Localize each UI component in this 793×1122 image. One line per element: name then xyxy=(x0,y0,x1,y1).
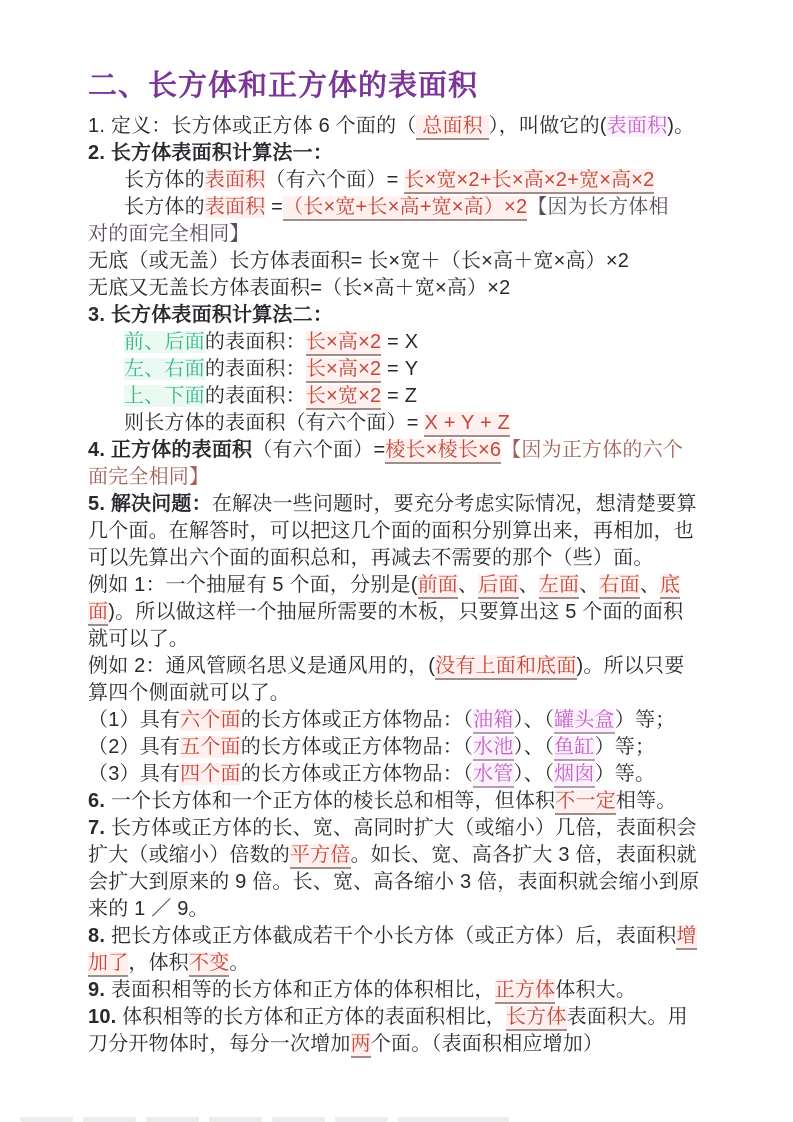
text-line xyxy=(88,734,733,761)
text-segment: 则长方体的表面积（有六个面）= xyxy=(124,412,425,434)
text-segment: 可以先算出六个面的面积总和，再减去不需要的那个（些）面。 xyxy=(88,547,654,569)
text-line xyxy=(88,437,733,464)
text-line xyxy=(88,842,733,869)
page-title: 二、长方体和正方体的表面积 xyxy=(88,70,479,102)
text-segment: 长方体 xyxy=(506,1006,567,1031)
text-segment: 相等。 xyxy=(615,790,677,812)
text-segment: 【因为正方体的六个 xyxy=(501,439,684,461)
text-segment: 长×宽×2 xyxy=(306,385,381,410)
text-segment: 5. 解决问题： xyxy=(88,493,212,515)
text-segment: )。所以做这样一个抽屉所需要的木板，只要算出这 5 个面的面积 xyxy=(108,601,684,623)
text-line xyxy=(88,140,733,167)
text-segment: ）、（ xyxy=(513,736,555,758)
text-line xyxy=(88,626,733,653)
text-segment: （有六个面）= xyxy=(265,169,405,191)
text-segment: 长方体的 xyxy=(124,196,205,218)
text-line xyxy=(88,923,733,950)
text-segment: 的表面积： xyxy=(204,331,306,353)
text-segment: 、 xyxy=(457,574,479,596)
text-segment: 、 xyxy=(639,574,661,596)
text-segment: 体积相等的长方体和正方体的表面积相比， xyxy=(122,1006,506,1028)
text-segment: 六个面 xyxy=(180,709,241,731)
text-line xyxy=(88,950,733,977)
text-segment: 前面 xyxy=(418,574,458,599)
text-line xyxy=(88,815,733,842)
text-line xyxy=(88,545,733,572)
text-segment: )。 xyxy=(667,115,695,137)
text-segment: 。如长、宽、高各扩大 3 倍，表面积就 xyxy=(350,844,697,866)
text-segment: 无底又无盖长方体表面积=（长×高＋宽×高）×2 xyxy=(88,277,511,299)
text-segment: 的长方体或正方体物品：（ xyxy=(240,736,474,758)
text-line xyxy=(88,383,733,410)
text-segment: 的表面积： xyxy=(204,385,306,407)
text-segment: 。 xyxy=(229,952,250,974)
text-segment: 长×高×2 xyxy=(306,358,381,383)
text-segment: 无底（或无盖）长方体表面积= 长×宽＋（长×高＋宽×高）×2 xyxy=(88,250,630,272)
text-line xyxy=(88,977,733,1004)
text-segment: 棱长×棱长×6 xyxy=(385,439,501,464)
text-segment: )。所以只要 xyxy=(576,655,685,677)
text-segment: 加了 xyxy=(88,952,128,977)
text-segment: 表面积 xyxy=(606,115,668,137)
text-segment: 水池 xyxy=(473,736,513,761)
text-segment: ）等； xyxy=(594,736,656,758)
text-segment: （3）具有 xyxy=(88,763,181,785)
text-segment: 长×宽×2+长×高×2+宽×高×2 xyxy=(404,169,654,194)
text-segment: 左、右面 xyxy=(124,358,205,380)
text-segment: （有六个面）= xyxy=(252,439,386,461)
text-line xyxy=(88,572,733,599)
text-segment: 五个面 xyxy=(180,736,241,758)
text-segment: 左面 xyxy=(539,574,579,599)
text-line xyxy=(88,302,733,329)
text-segment: 的表面积： xyxy=(204,358,306,380)
text-segment: 长×高×2 xyxy=(306,331,381,356)
text-line xyxy=(88,113,733,140)
text-line xyxy=(88,761,733,788)
text-segment: 平方倍 xyxy=(290,844,351,869)
text-segment: 不变 xyxy=(189,952,229,977)
text-segment: 水管 xyxy=(473,763,513,788)
text-segment: 例如 1：一个抽屉有 5 个面，分别是( xyxy=(88,574,418,596)
text-line xyxy=(88,653,733,680)
text-segment: 就可以了。 xyxy=(88,628,189,650)
text-segment: 几个面。在解答时，可以把这几个面的面积分别算出来，再相加，也 xyxy=(88,520,694,542)
text-segment: ）等。 xyxy=(594,763,656,785)
peek-text-fragment xyxy=(83,1117,136,1122)
text-segment: = xyxy=(265,196,284,218)
text-segment: 扩大（或缩小）倍数的 xyxy=(88,844,290,866)
text-segment: 3. 长方体表面积计算法二： xyxy=(88,304,334,326)
peek-text-fragment xyxy=(335,1117,388,1122)
text-segment: 不一定 xyxy=(555,790,616,815)
text-line xyxy=(88,275,733,302)
text-line xyxy=(88,896,733,923)
text-segment: 长方体或正方体的长、宽、高同时扩大（或缩小）几倍，表面积会 xyxy=(110,817,697,839)
text-segment: 、 xyxy=(579,574,600,596)
text-segment: 体积大。 xyxy=(555,979,637,1001)
text-segment: 会扩大到原来的 9 倍。长、宽、高各缩小 3 倍，表面积就会缩小到原 xyxy=(88,871,700,893)
text-segment: 6. xyxy=(88,790,111,812)
text-segment: ）等； xyxy=(614,709,676,731)
text-segment: 罐头盒 xyxy=(554,709,615,734)
text-segment: 、 xyxy=(518,574,539,596)
text-line xyxy=(88,1004,733,1031)
text-line xyxy=(88,707,733,734)
text-segment: 把长方体或正方体截成若干个小长方体（或正方体）后，表面积 xyxy=(110,925,677,947)
next-page-text-peek xyxy=(20,1117,509,1122)
text-line xyxy=(88,329,733,356)
text-segment: 的长方体或正方体物品：（ xyxy=(240,709,474,731)
peek-text-fragment xyxy=(20,1117,73,1122)
peek-text-fragment xyxy=(272,1117,325,1122)
text-segment: 底 xyxy=(660,574,680,599)
peek-text-fragment xyxy=(209,1117,262,1122)
text-segment: （长×宽+长×高+宽×高）×2 xyxy=(283,196,527,221)
text-segment: 刀分开物体时，每分一次增加 xyxy=(88,1033,351,1055)
text-segment: 在解决一些问题时，要充分考虑实际情况，想清楚要算 xyxy=(211,493,697,515)
text-segment: 算四个侧面就可以了。 xyxy=(88,682,290,704)
text-segment: 前、后面 xyxy=(124,331,205,353)
text-segment: 两 xyxy=(351,1033,371,1058)
peek-text-fragment xyxy=(398,1117,509,1122)
text-segment: ），叫做它的( xyxy=(488,115,607,137)
text-line xyxy=(88,788,733,815)
text-segment: 【因为长方体相 xyxy=(527,196,669,218)
text-segment: ，体积 xyxy=(128,952,190,974)
text-segment: 增 xyxy=(676,925,696,950)
text-line xyxy=(88,491,733,518)
text-segment: （2）具有 xyxy=(88,736,181,758)
text-line xyxy=(88,680,733,707)
text-line xyxy=(88,869,733,896)
text-segment: 1. 定义：长方体或正方体 6 个面的（ xyxy=(88,115,417,137)
text-segment: 表面积大。用 xyxy=(566,1006,688,1028)
text-segment: 的长方体或正方体物品：（ xyxy=(240,763,474,785)
text-segment: 7. xyxy=(88,817,111,839)
text-line xyxy=(88,410,733,437)
text-segment: 表面积相等的长方体和正方体的体积相比， xyxy=(110,979,495,1001)
text-segment: 后面 xyxy=(478,574,518,599)
text-segment: 表面积 xyxy=(204,196,266,218)
text-segment: 面完全相同】 xyxy=(88,466,210,488)
text-segment: 正方体 xyxy=(495,979,556,1004)
text-segment: X + Y + Z xyxy=(424,412,510,437)
text-segment: 面 xyxy=(88,601,108,626)
text-segment: 来的 1 ／ 9。 xyxy=(88,898,209,920)
text-segment: 个面。（表面积相应增加） xyxy=(370,1033,604,1055)
text-segment: = X xyxy=(381,331,419,353)
text-line xyxy=(88,356,733,383)
text-segment: 4. 正方体的表面积 xyxy=(88,439,253,461)
text-segment: 8. xyxy=(88,925,111,947)
text-segment: 油箱 xyxy=(473,709,513,734)
text-line xyxy=(88,599,733,626)
text-segment: 上、下面 xyxy=(124,385,205,407)
text-segment: 四个面 xyxy=(180,763,241,785)
text-line xyxy=(88,1031,733,1058)
text-segment: 鱼缸 xyxy=(554,736,594,761)
text-line xyxy=(88,194,733,221)
text-line xyxy=(88,167,733,194)
text-segment: = Y xyxy=(381,358,419,380)
text-segment: 一个长方体和一个正方体的棱长总和相等，但体积 xyxy=(110,790,556,812)
text-segment: 烟囱 xyxy=(554,763,594,788)
text-segment: 长方体的 xyxy=(124,169,205,191)
text-segment: 2. 长方体表面积计算法一： xyxy=(88,142,334,164)
text-segment: 右面 xyxy=(599,574,639,599)
text-line xyxy=(88,221,733,248)
text-segment: （1）具有 xyxy=(88,709,181,731)
text-segment: 没有上面和底面 xyxy=(435,655,576,680)
text-segment: 例如 2：通风管顾名思义是通风用的，( xyxy=(88,655,436,677)
text-segment: 10. xyxy=(88,1006,123,1028)
text-segment: 表面积 xyxy=(204,169,266,191)
text-line xyxy=(88,248,733,275)
peek-text-fragment xyxy=(146,1117,199,1122)
text-segment: ）、（ xyxy=(513,709,555,731)
text-segment: = Z xyxy=(381,385,418,407)
text-line xyxy=(88,464,733,491)
document-lines xyxy=(88,113,733,1058)
text-segment: 9. xyxy=(88,979,111,1001)
text-segment: 对的面完全相同】 xyxy=(88,223,250,245)
text-line xyxy=(88,518,733,545)
text-segment: 总面积 xyxy=(416,115,488,140)
text-segment: ）、（ xyxy=(513,763,555,785)
